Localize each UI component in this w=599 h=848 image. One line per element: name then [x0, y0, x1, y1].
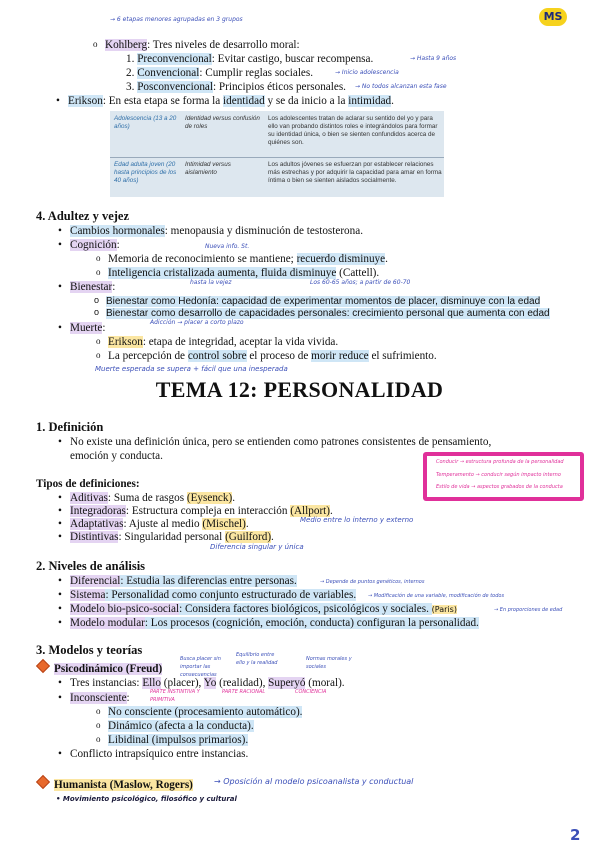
list-item: • Inconsciente:	[70, 692, 130, 705]
list-item: • Cognición:	[70, 239, 120, 252]
annotation: Diferencia singular y única	[210, 543, 304, 551]
section-heading: 1. Definición	[36, 420, 104, 434]
page-title: TEMA 12: PERSONALIDAD	[155, 377, 444, 402]
annotation: → 6 etapas menores agrupadas en 3 grupos	[110, 16, 243, 23]
annotation: Conducir → estructura profunda de la personalidad	[436, 459, 564, 465]
list-item: • Adaptativas: Ajuste al medio (Mischel).	[70, 518, 249, 531]
kohlberg-line: o Kohlberg: Tres niveles de desarrollo moral:	[105, 39, 300, 52]
annotation: Medio entre lo interno y externo	[300, 516, 414, 524]
annotation: hasta la vejez	[190, 279, 232, 286]
model-heading: Humanista (Maslow, Rogers)	[38, 777, 193, 792]
list-item: • Muerte:	[70, 322, 105, 335]
list-item: • Bienestar:	[70, 281, 115, 294]
annotation: → Depende de puntos genéticos, internos	[320, 579, 425, 585]
section-heading: 2. Niveles de análisis	[36, 559, 146, 573]
annotation: → Inicio adolescencia	[335, 69, 399, 76]
list-item: o Dinámico (afecta a la conducta).	[108, 720, 254, 733]
annotation: Equilibrio entre ello y la realidad	[236, 652, 278, 666]
annotation: → Hasta 9 años	[410, 55, 457, 62]
list-item: o No consciente (procesamiento automático).	[108, 706, 302, 719]
subheading: Tipos de definiciones:	[36, 478, 140, 490]
annotation: PARTE INSTINTIVA Y PRIMITIVA	[150, 689, 200, 703]
annotation: • Movimiento psicológico, filosófico y cultural	[56, 795, 237, 803]
annotation: Nueva info. St.	[205, 243, 250, 250]
annotation: Normas morales y sociales	[306, 656, 352, 670]
list-item: o Libidinal (impulsos primarios).	[108, 734, 248, 747]
list-item: • Modelo modular: Los procesos (cognición, emoción, conducta) configuran la personalidad.	[70, 617, 479, 630]
level-item: 1. Preconvencional: Evitar castigo, buscar recompensa.	[126, 53, 374, 65]
list-item: o Memoria de reconocimiento se mantiene; recuerdo disminuye.	[108, 253, 388, 266]
list-item: • Distintivas: Singularidad personal (Guilford).	[70, 531, 274, 544]
model-heading: Psicodinámico (Freud)	[38, 661, 162, 676]
list-item: • No existe una definición única, pero se entienden como patrones consistentes de pensamiento,	[70, 436, 491, 449]
diamond-icon	[36, 775, 50, 789]
list-item: • Conflicto intrapsíquico entre instancias.	[70, 748, 248, 761]
list-item: • Modelo bio-psico-social: Considera factores biológicos, psicológicos y sociales. (Paris)	[70, 603, 457, 616]
annotation: Adicción → placer a corto plazo	[150, 319, 244, 326]
annotation: → Oposición al modelo psicoanalista y conductual	[214, 777, 414, 786]
annotation: Estilo de vida → aspectos grabados de la conducta	[436, 484, 563, 490]
erikson-line: • Erikson: En esta etapa se forma la identidad y se da inicio a la intimidad.	[68, 95, 394, 108]
annotation: CONCIENCIA	[295, 689, 327, 695]
list-item: o Bienestar como desarrollo de capacidades personales: crecimiento personal que aumenta con edad	[106, 307, 550, 320]
level-item: 2. Convencional: Cumplir reglas sociales.	[126, 67, 314, 79]
list-item: • Cambios hormonales: menopausia y disminución de testosterona.	[70, 225, 363, 238]
list-item: • Integradoras: Estructura compleja en interacción (Allport).	[70, 505, 333, 518]
annotation: Busca placer sin importar las consecuencias	[180, 656, 221, 678]
list-item: • Tres instancias: Ello (placer), Yo (realidad), Superyó (moral).	[70, 677, 345, 690]
diamond-icon	[36, 659, 50, 673]
section-heading: 4. Adultez y vejez	[36, 209, 130, 223]
table-divider	[110, 157, 444, 158]
annotation: → Modificación de una variable, modificación de todos	[368, 593, 505, 599]
list-item: • Sistema: Personalidad como conjunto estructurado de variables.	[70, 589, 356, 602]
list-item: o Inteligencia cristalizada aumenta, fluida disminuye (Cattell).	[108, 267, 379, 280]
kohlberg-highlight: Kohlberg	[105, 39, 148, 51]
list-item-continuation: emoción y conducta.	[70, 450, 163, 462]
list-item: o La percepción de control sobre el proceso de morir reduce el sufrimiento.	[108, 350, 437, 363]
annotation: Temperamento → conducir según impacto interno	[436, 472, 561, 478]
list-item: o Bienestar como Hedonía: capacidad de experimentar momentos de placer, disminuye con la edad	[106, 295, 540, 308]
annotation: → No todos alcanzan esta fase	[355, 83, 447, 90]
annotation: Los 60-65 años; a partir de 60-70	[310, 279, 411, 286]
annotation: → En proporciones de edad	[494, 607, 563, 613]
list-item: • Aditivas: Suma de rasgos (Eysenck).	[70, 492, 235, 505]
author-badge: MS	[539, 8, 567, 26]
erikson-stages-table: Adolescencia (13 a 20 años) Identidad versus confusión de roles Los adolescentes tratan de aclarar su sentido del yo y para ello van probando distintos roles e integrándolos para formar su identidad única, o bien se sienten confundidos acerca de quiénes son. Edad adulta joven (20 hasta principios de los 40 años) Intimidad versus aislamiento Los adultos jóvenes se esfuerzan por establecer relaciones más estrechas y por adquirir la capacidad para amar en forma íntima o bien se sienten aislados socialmente.	[110, 111, 444, 197]
level-item: 3. Posconvencional: Principios éticos personales.	[126, 81, 346, 93]
list-item: • Diferencial: Estudia las diferencias entre personas.	[70, 575, 297, 588]
annotation: PARTE RACIONAL	[222, 689, 266, 695]
page-number: 2	[570, 826, 581, 844]
list-item: o Erikson: etapa de integridad, aceptar la vida vivida.	[108, 336, 338, 349]
annotation: Muerte esperada se supera + fácil que una inesperada	[95, 365, 288, 373]
section-heading: 3. Modelos y teorías	[36, 643, 143, 657]
